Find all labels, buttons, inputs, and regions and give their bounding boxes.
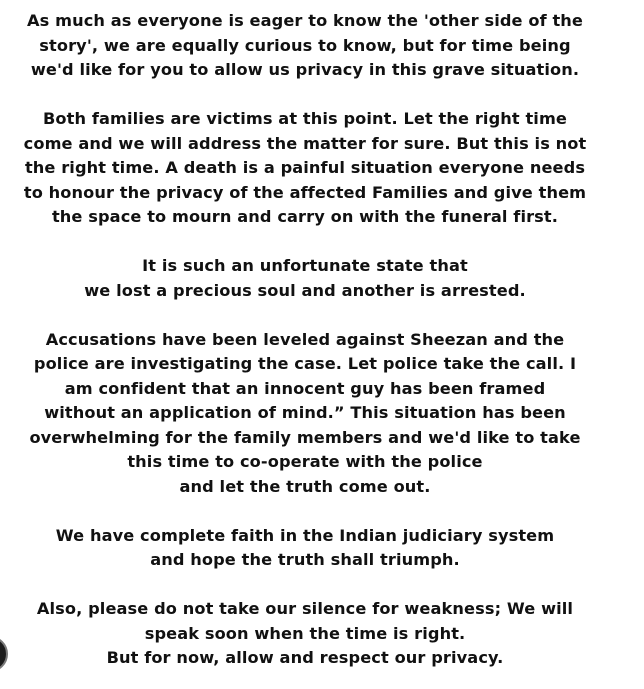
text-line: overwhelming for the family members and we'd like to take xyxy=(29,427,581,447)
text-line: the right time. A death is a painful situation everyone needs xyxy=(24,158,586,177)
text-line: without an application of mind.” This situation has been xyxy=(44,403,566,422)
text-line: It is such an unfortunate state that xyxy=(142,256,468,275)
text-line: come and we will address the matter for sure. But this is not xyxy=(23,133,587,153)
text-line: police are investigating the case. Let police take the call. I xyxy=(33,354,577,373)
paragraph-unfortunate-state xyxy=(0,254,610,303)
statement-text xyxy=(0,9,610,671)
text-line: we lost a precious soul and another is arrested. xyxy=(84,280,526,300)
text-line: am confident that an innocent guy has been framed xyxy=(64,378,546,398)
paragraph-judiciary xyxy=(0,524,610,573)
text-line: Both families are victims at this point. Let the right time xyxy=(42,109,567,128)
text-line: and hope the truth shall triumph. xyxy=(150,550,460,569)
paragraph-other-side xyxy=(0,9,610,83)
text-line: this time to co-operate with the police xyxy=(127,452,483,471)
text-line: But for now, allow and respect our privacy. xyxy=(106,648,504,667)
text-line: story', we are equally curious to know, but for time being xyxy=(39,35,571,55)
paragraph-accusations xyxy=(0,328,610,500)
text-line: We have complete faith in the Indian judiciary system xyxy=(55,525,555,545)
text-line: the space to mourn and carry on with the funeral first. xyxy=(51,207,559,226)
text-line: As much as everyone is eager to know the 'other side of the xyxy=(27,11,583,30)
paragraph-silence xyxy=(0,597,610,671)
text-line: we'd like for you to allow us privacy in this grave situation. xyxy=(30,60,580,79)
text-line: Also, please do not take our silence for weakness; We will xyxy=(36,599,574,618)
text-line: Accusations have been leveled against Sheezan and the xyxy=(45,329,565,349)
text-line: and let the truth come out. xyxy=(179,476,431,496)
text-line: to honour the privacy of the affected Families and give them xyxy=(23,182,587,202)
paragraph-both-families xyxy=(0,107,610,230)
text-line: speak soon when the time is right. xyxy=(144,623,466,643)
